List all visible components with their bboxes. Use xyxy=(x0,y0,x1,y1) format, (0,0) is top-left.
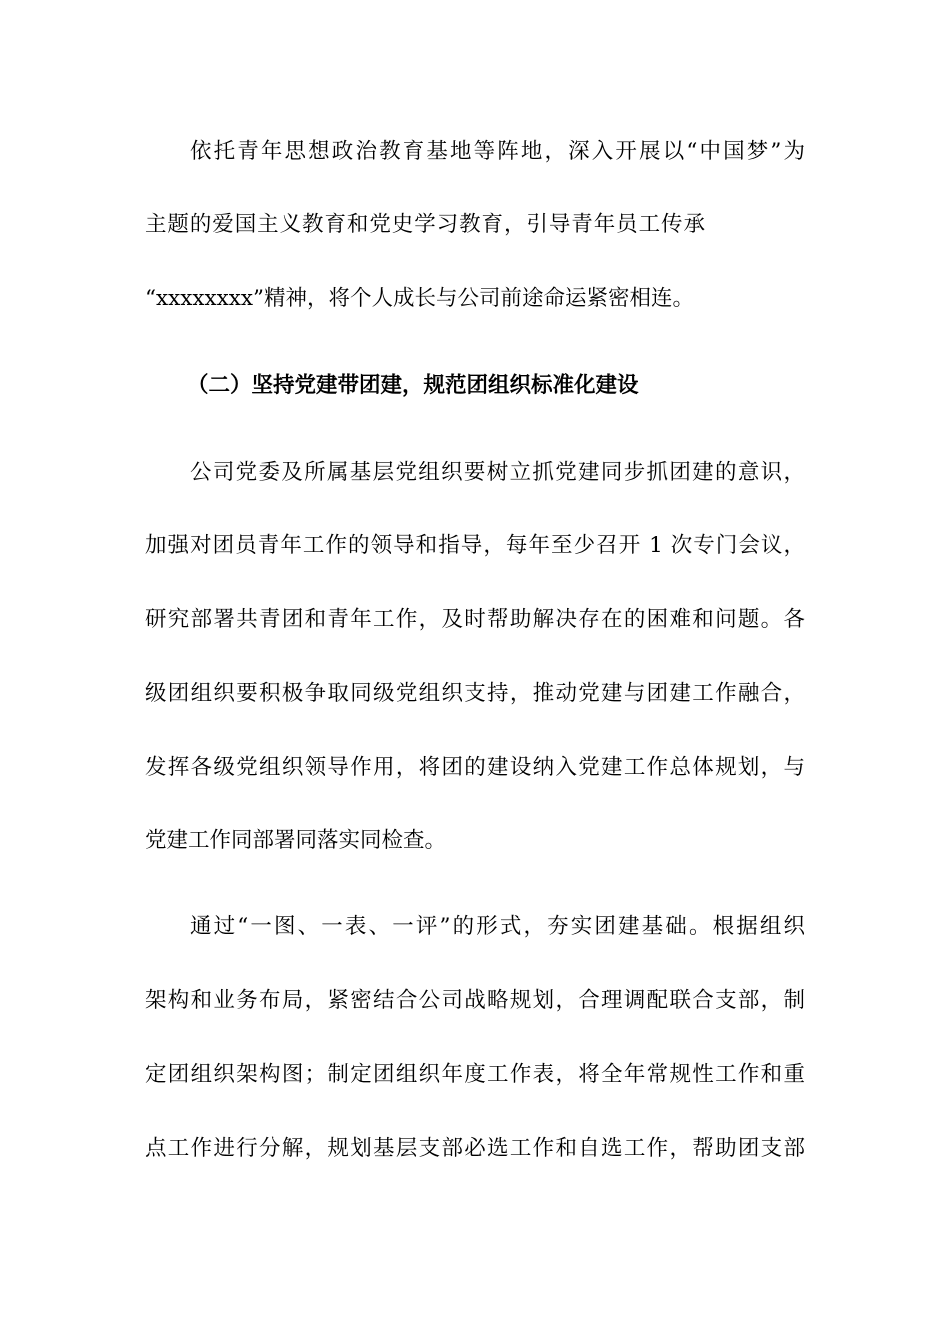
section-heading: （二）坚持党建带团建，规范团组织标准化建设 xyxy=(187,373,639,398)
paragraph-2-line-5: 发挥各级党组织领导作用，将团的建设纳入党建工作总体规划，与 xyxy=(145,755,805,780)
paragraph-3-line-1: 通过“一图、一表、一评”的形式，夯实团建基础。根据组织 xyxy=(190,914,805,939)
paragraph-3-line-3: 定团组织架构图；制定团组织年度工作表，将全年常规性工作和重 xyxy=(145,1062,805,1087)
paragraph-2-line-6: 党建工作同部署同落实同检查。 xyxy=(145,828,447,853)
paragraph-3-line-2: 架构和业务布局，紧密结合公司战略规划，合理调配联合支部，制 xyxy=(145,988,805,1013)
paragraph-2-line-1: 公司党委及所属基层党组织要树立抓党建同步抓团建的意识， xyxy=(190,460,805,485)
paragraph-2-line-3: 研究部署共青团和青年工作，及时帮助解决存在的困难和问题。各 xyxy=(145,607,805,632)
paragraph-3-line-4: 点工作进行分解，规划基层支部必选工作和自选工作，帮助团支部 xyxy=(145,1136,805,1161)
paragraph-1-line-3: “xxxxxxxx”精神，将个人成长与公司前途命运紧密相连。 xyxy=(145,286,694,311)
paragraph-1-line-1: 依托青年思想政治教育基地等阵地，深入开展以“中国梦”为 xyxy=(190,139,805,164)
paragraph-1-line-2: 主题的爱国主义教育和党史学习教育，引导青年员工传承 xyxy=(145,212,705,237)
paragraph-2-line-4: 级团组织要积极争取同级党组织支持，推动党建与团建工作融合， xyxy=(145,681,805,706)
paragraph-2-line-2: 加强对团员青年工作的领导和指导，每年至少召开 1 次专门会议， xyxy=(145,533,805,558)
